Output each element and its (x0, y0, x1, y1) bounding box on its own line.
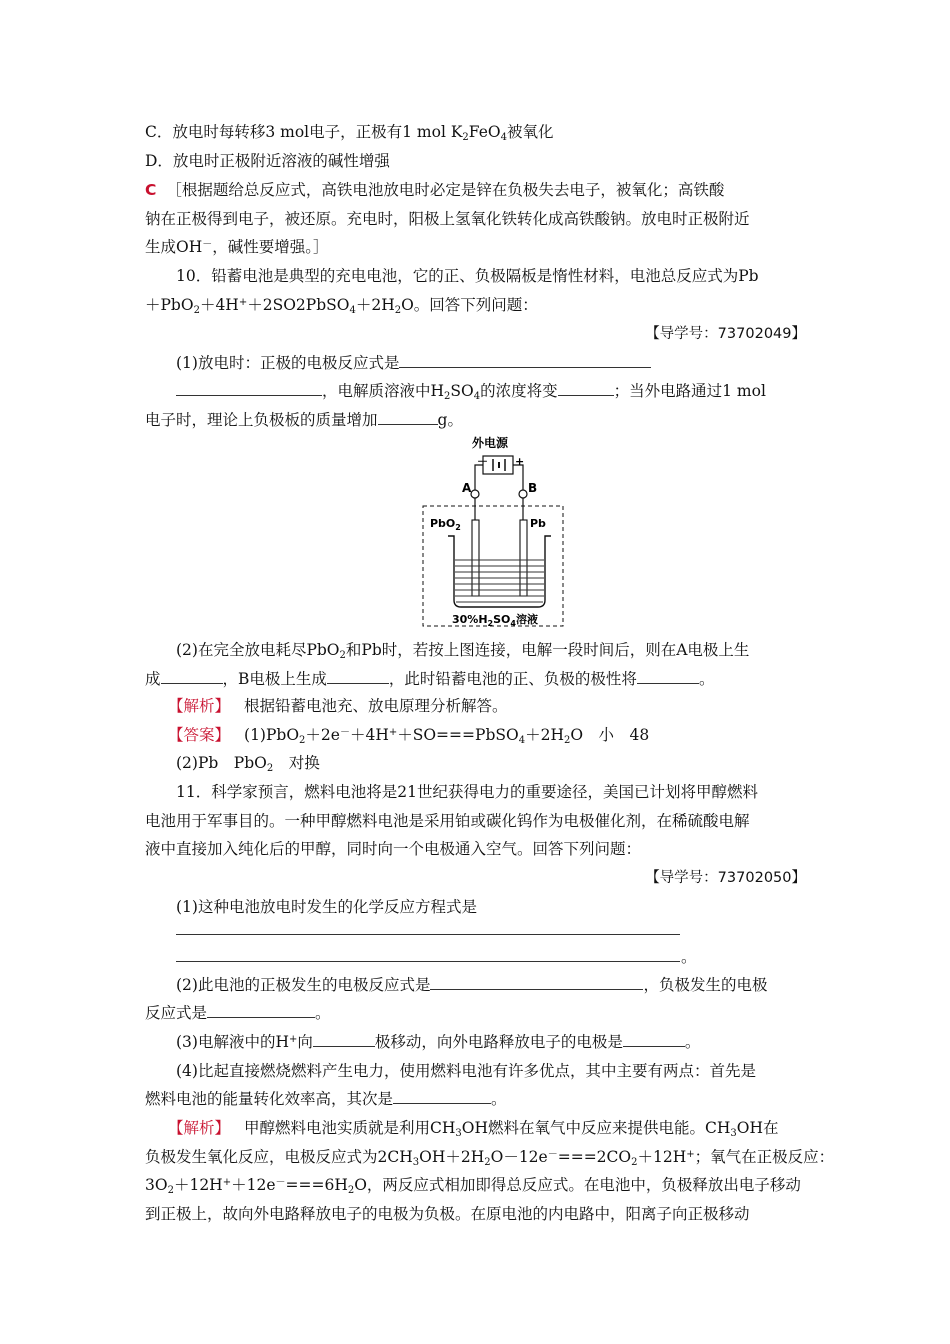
wire-right (513, 465, 523, 490)
question-10-part2-line2: 成 ，B电极上生成 ，此时铅蓄电池的正、负极的极性将 。 (145, 670, 715, 688)
option-d: D．放电时正极附近溶液的碱性增强 (145, 152, 390, 170)
option-c: C．放电时每转移3 mol电子，正极有1 mol $K_2FeO_4$被氧化 (145, 123, 554, 143)
guide-number-10: 【导学号：73702049】 (645, 326, 806, 342)
answer-tag: 【答案】 (168, 726, 231, 744)
question-10-part2-line1: (2)在完全放电耗尽PbO$_2$和Pb时，若按上图连接，电解一段时间后，则在A电极上生 (176, 641, 750, 661)
wire-left (475, 465, 483, 490)
question-11-line3: 液中直接加入纯化后的甲醇，同时向一个电极通入空气。回答下列问题： (145, 840, 642, 858)
electrode-pbo2 (472, 520, 479, 596)
solution-hatching (455, 560, 544, 602)
answer-letter: C (145, 181, 157, 199)
answer-10-line1: 【答案】 $(1)PbO_2+2e^-+4H^++SO===PbSO_4+2H_2O$ 小 48 (168, 726, 650, 746)
solution-label: $30\%H_2SO_4$溶液 (452, 613, 538, 628)
electrolysis-diagram (420, 432, 570, 632)
question-11-part2-line2: 反应式是 。 (145, 1004, 331, 1022)
terminal-b (519, 490, 527, 498)
analysis-11-line4: 到正极上，故向外电路释放电子的电极为负极。在原电池的内电路中，阳离子向正极移动 (145, 1205, 750, 1223)
question-11-line2: 电池用于军事目的。一种甲醇燃料电池是采用铂或碳化钨作为电极催化剂，在稀硫酸电解 (145, 812, 750, 830)
analysis-tag: 【解析】 (168, 697, 231, 715)
power-source-label: 外电源 (472, 436, 509, 450)
question-10-line1: 10．铅蓄电池是典型的充电电池，它的正、负极隔板是惰性材料，电池总反应式为Pb (176, 267, 759, 285)
guide-number-11: 【导学号：73702050】 (645, 870, 806, 886)
answer-9-line2: 钠在正极得到电子，被还原。充电时，阳极上氢氧化铁转化成高铁酸钠。放电时正极附近 (145, 210, 750, 228)
power-plus-sign: + (515, 455, 525, 468)
question-10-line2: $+PbO_2+4H^++2SO2PbSO_4+2H_2O$。回答下列问题： (145, 296, 538, 316)
analysis-tag: 【解析】 (168, 1119, 231, 1137)
electrode-pbo2-label: PbO$_2$ (430, 517, 461, 532)
answer-9-line3: 生成OH－，碱性要增强。］ (145, 238, 329, 256)
answer-blank-line (176, 961, 680, 962)
electrode-pb-label: Pb (530, 517, 546, 530)
question-10-part1-line3: 电子时，理论上负极板的质量增加 g。 (145, 411, 463, 429)
terminal-b-label: B (528, 481, 538, 495)
question-11-part1-end: 。 (681, 948, 697, 966)
question-11-line1: 11．科学家预言，燃料电池将是21世纪获得电力的重要途径，美国已计划将甲醇燃料 (176, 783, 758, 801)
question-11-part1: (1)这种电池放电时发生的化学反应方程式是 (176, 898, 477, 916)
question-11-part4-line1: (4)比起直接燃烧燃料产生电力，使用燃料电池有许多优点，其中主要有两点：首先是 (176, 1062, 756, 1080)
answer-10-line2: (2)Pb PbO$_2$ 对换 (176, 754, 320, 774)
power-minus-sign: － (477, 455, 488, 468)
answer-9-line1: C ［根据题给总反应式，高铁电池放电时必定是锌在负极失去电子，被氧化；高铁酸 (145, 181, 725, 199)
question-11-part4-line2: 燃料电池的能量转化效率高，其次是 。 (145, 1090, 507, 1108)
analysis-11-line2: 负极发生氧化反应，电极反应式为$2CH_3OH+2H_2O-12e^-===2CO_2+12H^+$；氧气在正极反应： (145, 1148, 835, 1168)
terminal-a (471, 490, 479, 498)
analysis-11-line3: $3O_2+12H^++12e^-===6H_2O$，两反应式相加即得总反应式。在电池中，负极释放出电子移动 (145, 1176, 801, 1196)
answer-blank-line (176, 934, 680, 935)
electrode-pb (520, 520, 527, 596)
terminal-a-label: A (462, 481, 472, 495)
analysis-11-line1: 【解析】 甲醇燃料电池实质就是利用$CH_3OH$燃料在氧气中反应来提供电能。$CH_3OH$在 (168, 1119, 779, 1139)
analysis-10: 【解析】 根据铅蓄电池充、放电原理分析解答。 (168, 697, 508, 715)
question-10-part1-line1: (1)放电时：正极的电极反应式是 (176, 353, 651, 373)
question-11-part2-line1: (2)此电池的正极发生的电极反应式是 ，负极发生的电极 (176, 976, 768, 994)
question-11-part3: (3)电解液中的H+向 极移动，向外电路释放电子的电极是 。 (176, 1033, 701, 1051)
question-10-part1-line2: ，电解质溶液中$H_2SO_4$的浓度将变 ；当外电路通过1 mol (176, 381, 766, 401)
